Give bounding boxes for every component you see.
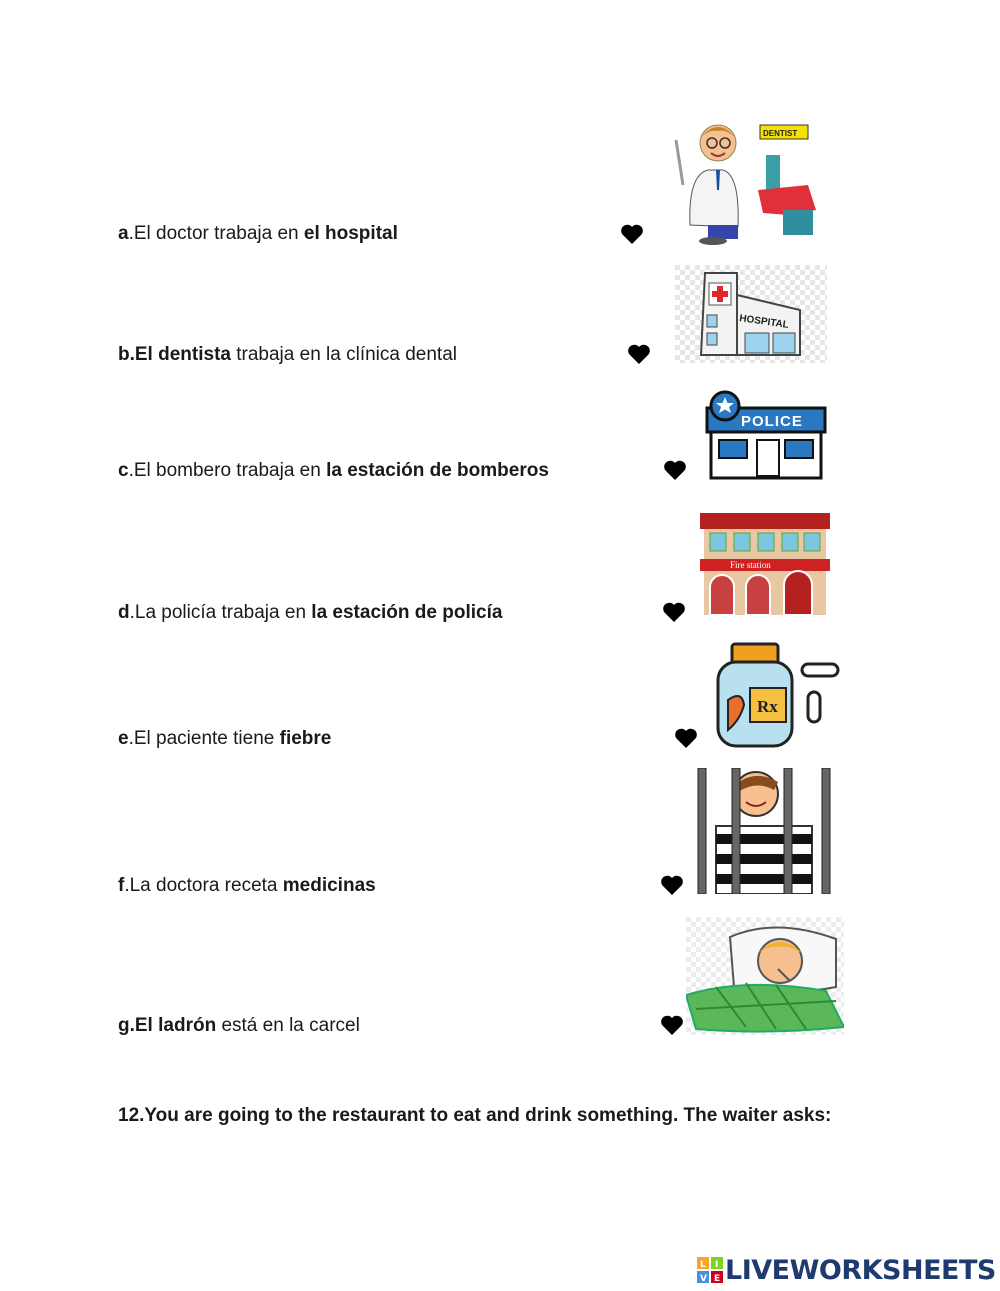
sentence-part: medicinas [282,875,376,896]
sentence-part: fiebre [279,728,332,749]
police-station-image[interactable] [705,388,828,480]
svg-text:L: L [700,1260,706,1270]
sentence-part: .La policía trabaja en [129,602,312,623]
sentence-part: e [118,728,129,749]
sentence-part: trabaja en la clínica dental [230,344,458,365]
match-heart-a[interactable] [620,223,644,245]
sentence-g [118,1015,360,1037]
sentence-part: .El doctor trabaja en [128,223,304,244]
sentence-part: f [118,875,125,896]
sentence-part: .El paciente tiene [128,728,280,749]
svg-text:V: V [700,1274,707,1283]
dentist-sign-text: DENTIST [763,129,798,138]
sentence-part: está en la carcel [216,1015,360,1036]
dentist-image[interactable] [668,115,818,245]
sentence-e [118,728,331,750]
sentence-part: .La doctora receta [124,875,283,896]
liveworksheets-logo-icon [697,1257,723,1283]
sentence-part: c [118,460,129,481]
rx-label: Rx [757,697,778,716]
svg-text:E: E [714,1274,721,1283]
match-heart-g[interactable] [660,1014,684,1036]
match-heart-f[interactable] [660,874,684,896]
sentence-b [118,344,457,366]
sentence-part: el hospital [303,223,398,244]
sentence-part: la estación de policía [311,602,503,623]
svg-text:I: I [715,1260,719,1270]
sentence-d [118,602,502,624]
match-heart-c[interactable] [663,459,687,481]
sentence-f [118,875,376,897]
liveworksheets-brand [697,1254,996,1286]
medicine-image[interactable] [712,640,842,750]
sentence-part: .El bombero trabaja en [128,460,327,481]
sentence-a [118,223,398,245]
sentence-part: b.El dentista [118,344,231,365]
hospital-sign-text: HOSPITAL [738,313,790,331]
sentence-part: a [118,223,129,244]
question-12: 12.You are going to the restaurant to eat and drink something. The waiter asks: [118,1105,832,1126]
prisoner-image[interactable] [694,768,834,894]
match-heart-b[interactable] [627,343,651,365]
police-sign-text: POLICE [741,413,803,430]
fire-station-image[interactable] [700,505,830,620]
sick-patient-image[interactable] [686,917,844,1035]
sentence-part: g.El ladrón [118,1015,217,1036]
match-heart-e[interactable] [674,727,698,749]
match-heart-d[interactable] [662,601,686,623]
sentence-c [118,460,549,482]
sentence-part: la estación de bomberos [326,460,549,481]
sentence-part: d [118,602,130,623]
hospital-image[interactable] [675,265,827,363]
brand-name: LIVEWORKSHEETS [725,1254,996,1286]
fire-sign-text: Fire station [730,560,771,570]
